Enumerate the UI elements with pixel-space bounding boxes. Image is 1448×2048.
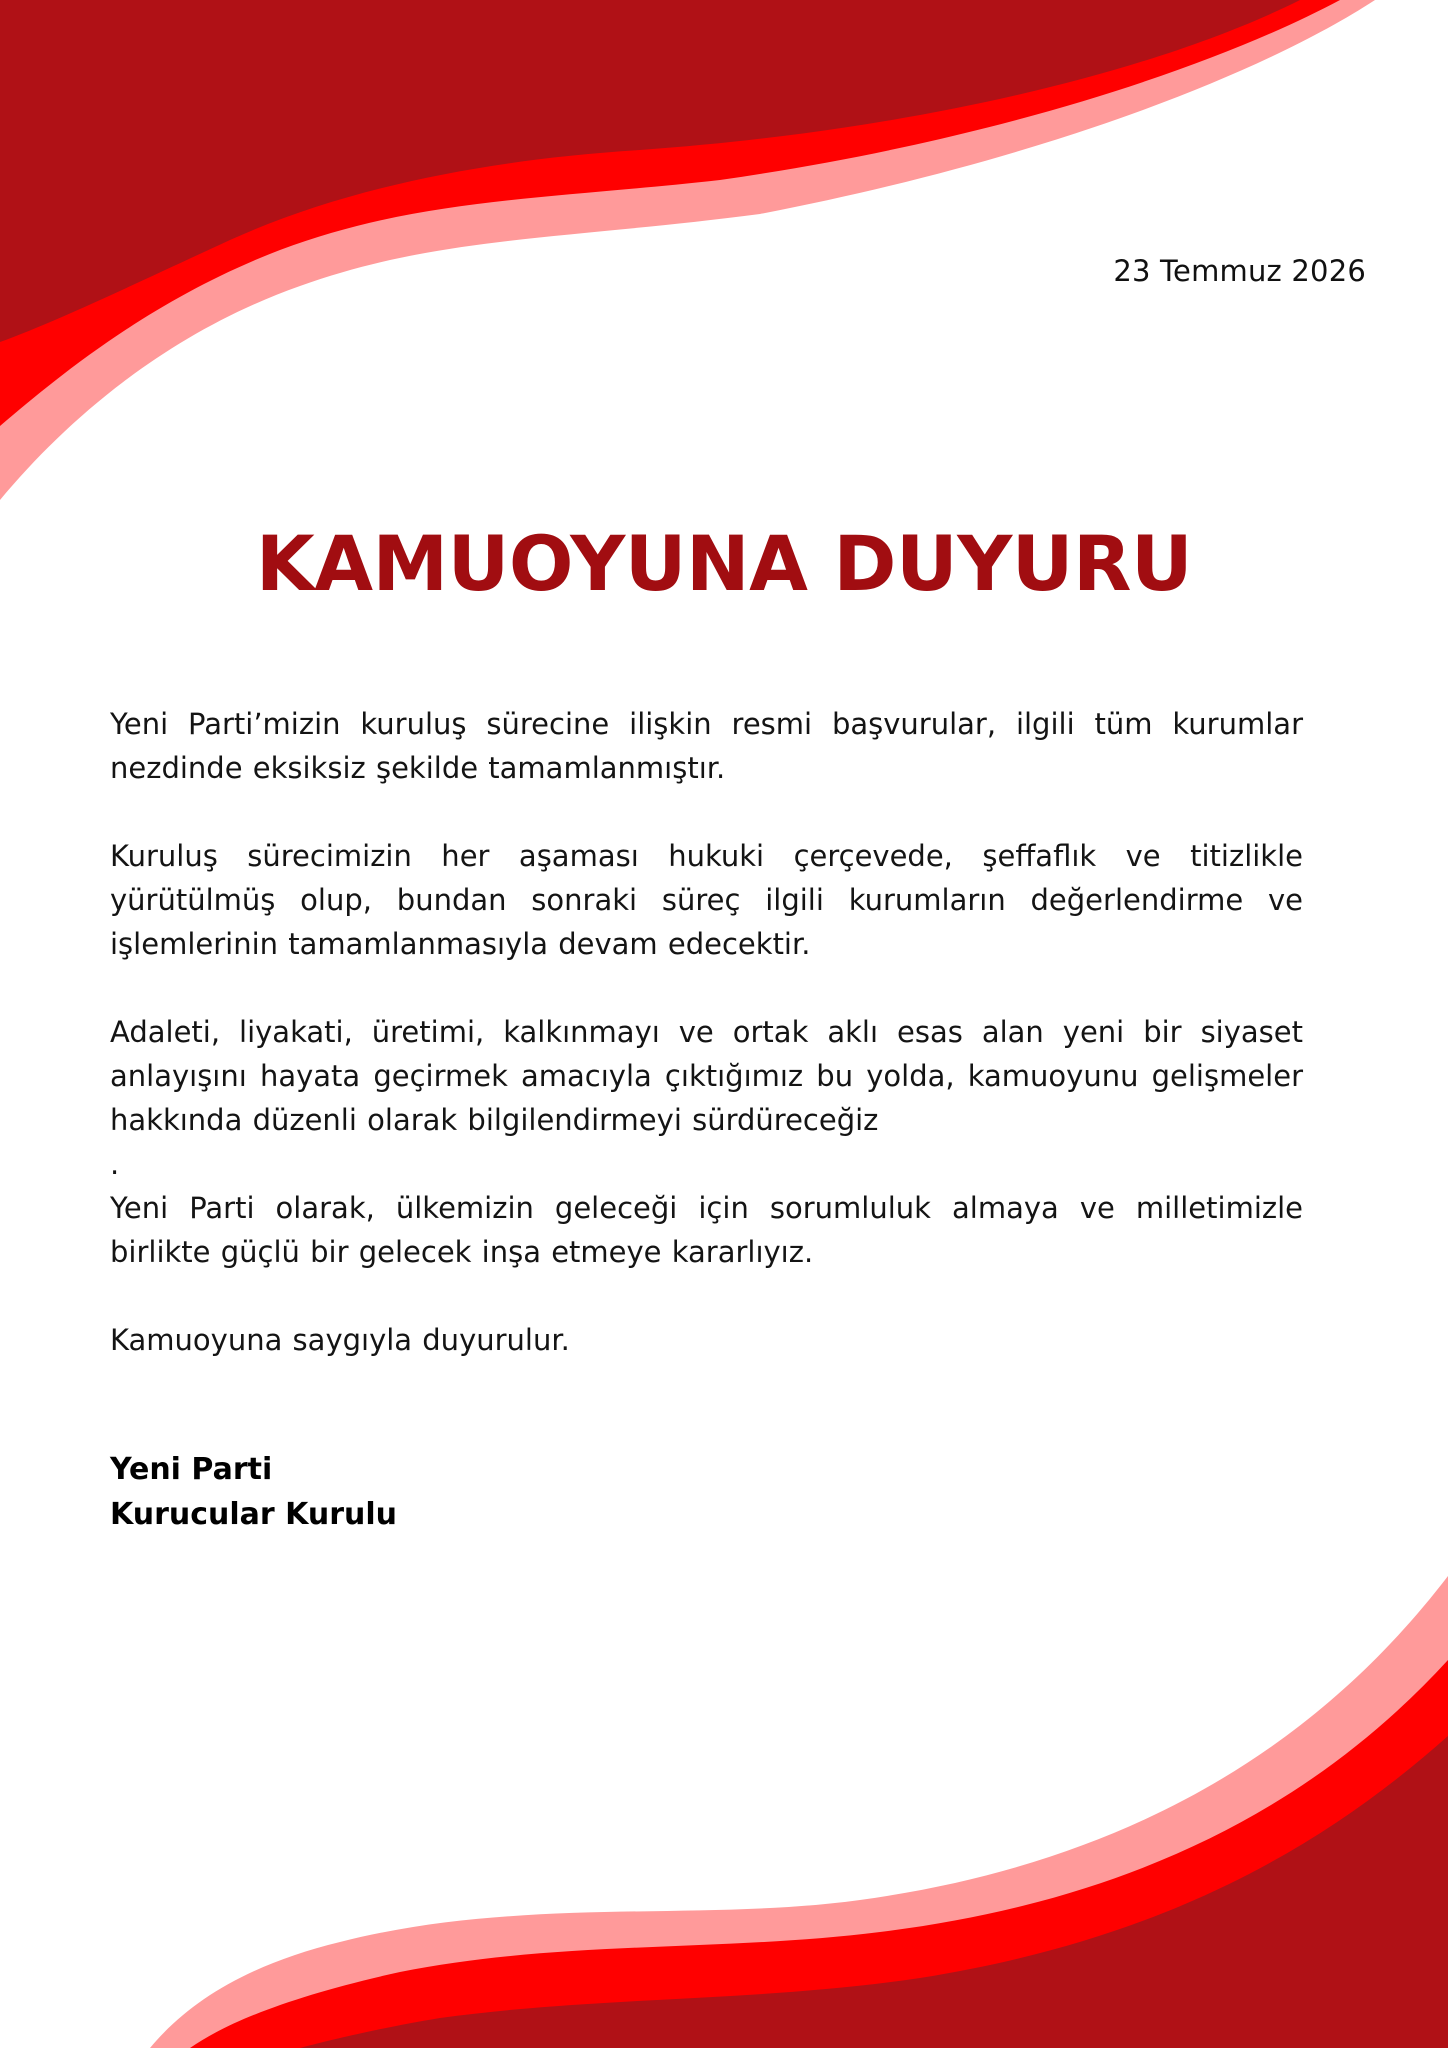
signature-block [110,1447,397,1537]
document-date: 23 Temmuz 2026 [1113,254,1366,288]
stray-period: . [110,1147,120,1181]
document-body [110,702,1303,1406]
signature-party-name: Yeni Parti [110,1452,273,1487]
paragraph-1: Yeni Parti’mizin kuruluş sürecine ilişkin resmi başvurular, ilgili tüm kurumlar nezdinde eksiksiz şekilde tamamlanmıştır. [110,707,1303,785]
paragraph-2: Kuruluş sürecimizin her aşaması hukuki çerçevede, şeffaflık ve titizlikle yürütülmüş olup, bundan sonraki süreç ilgili kurumların değerlendirme ve işlemlerinin tamamlanmasıyla devam edecektir. [110,839,1303,961]
paragraph-4: Yeni Parti olarak, ülkemizin geleceği için sorumluluk almaya ve milletimizle birlikte güçlü bir gelecek inşa etmeye kararlıyız. [110,1191,1303,1269]
bottom-wave-decoration [0,1560,1448,2048]
closing-line: Kamuoyuna saygıyla duyurulur. [110,1323,570,1357]
paragraph-3: Adaleti, liyakati, üretimi, kalkınmayı ve ortak aklı esas alan yeni bir siyaset anlayışını hayata geçirmek amacıyla çıktığımız bu yolda, kamuoyunu gelişmeler hakkında düzenli olarak bilgilendirmeyi sürdüreceğiz [110,1015,1303,1137]
signature-committee: Kurucular Kurulu [110,1497,398,1532]
document-title: KAMUOYUNA DUYURU [255,519,1193,608]
